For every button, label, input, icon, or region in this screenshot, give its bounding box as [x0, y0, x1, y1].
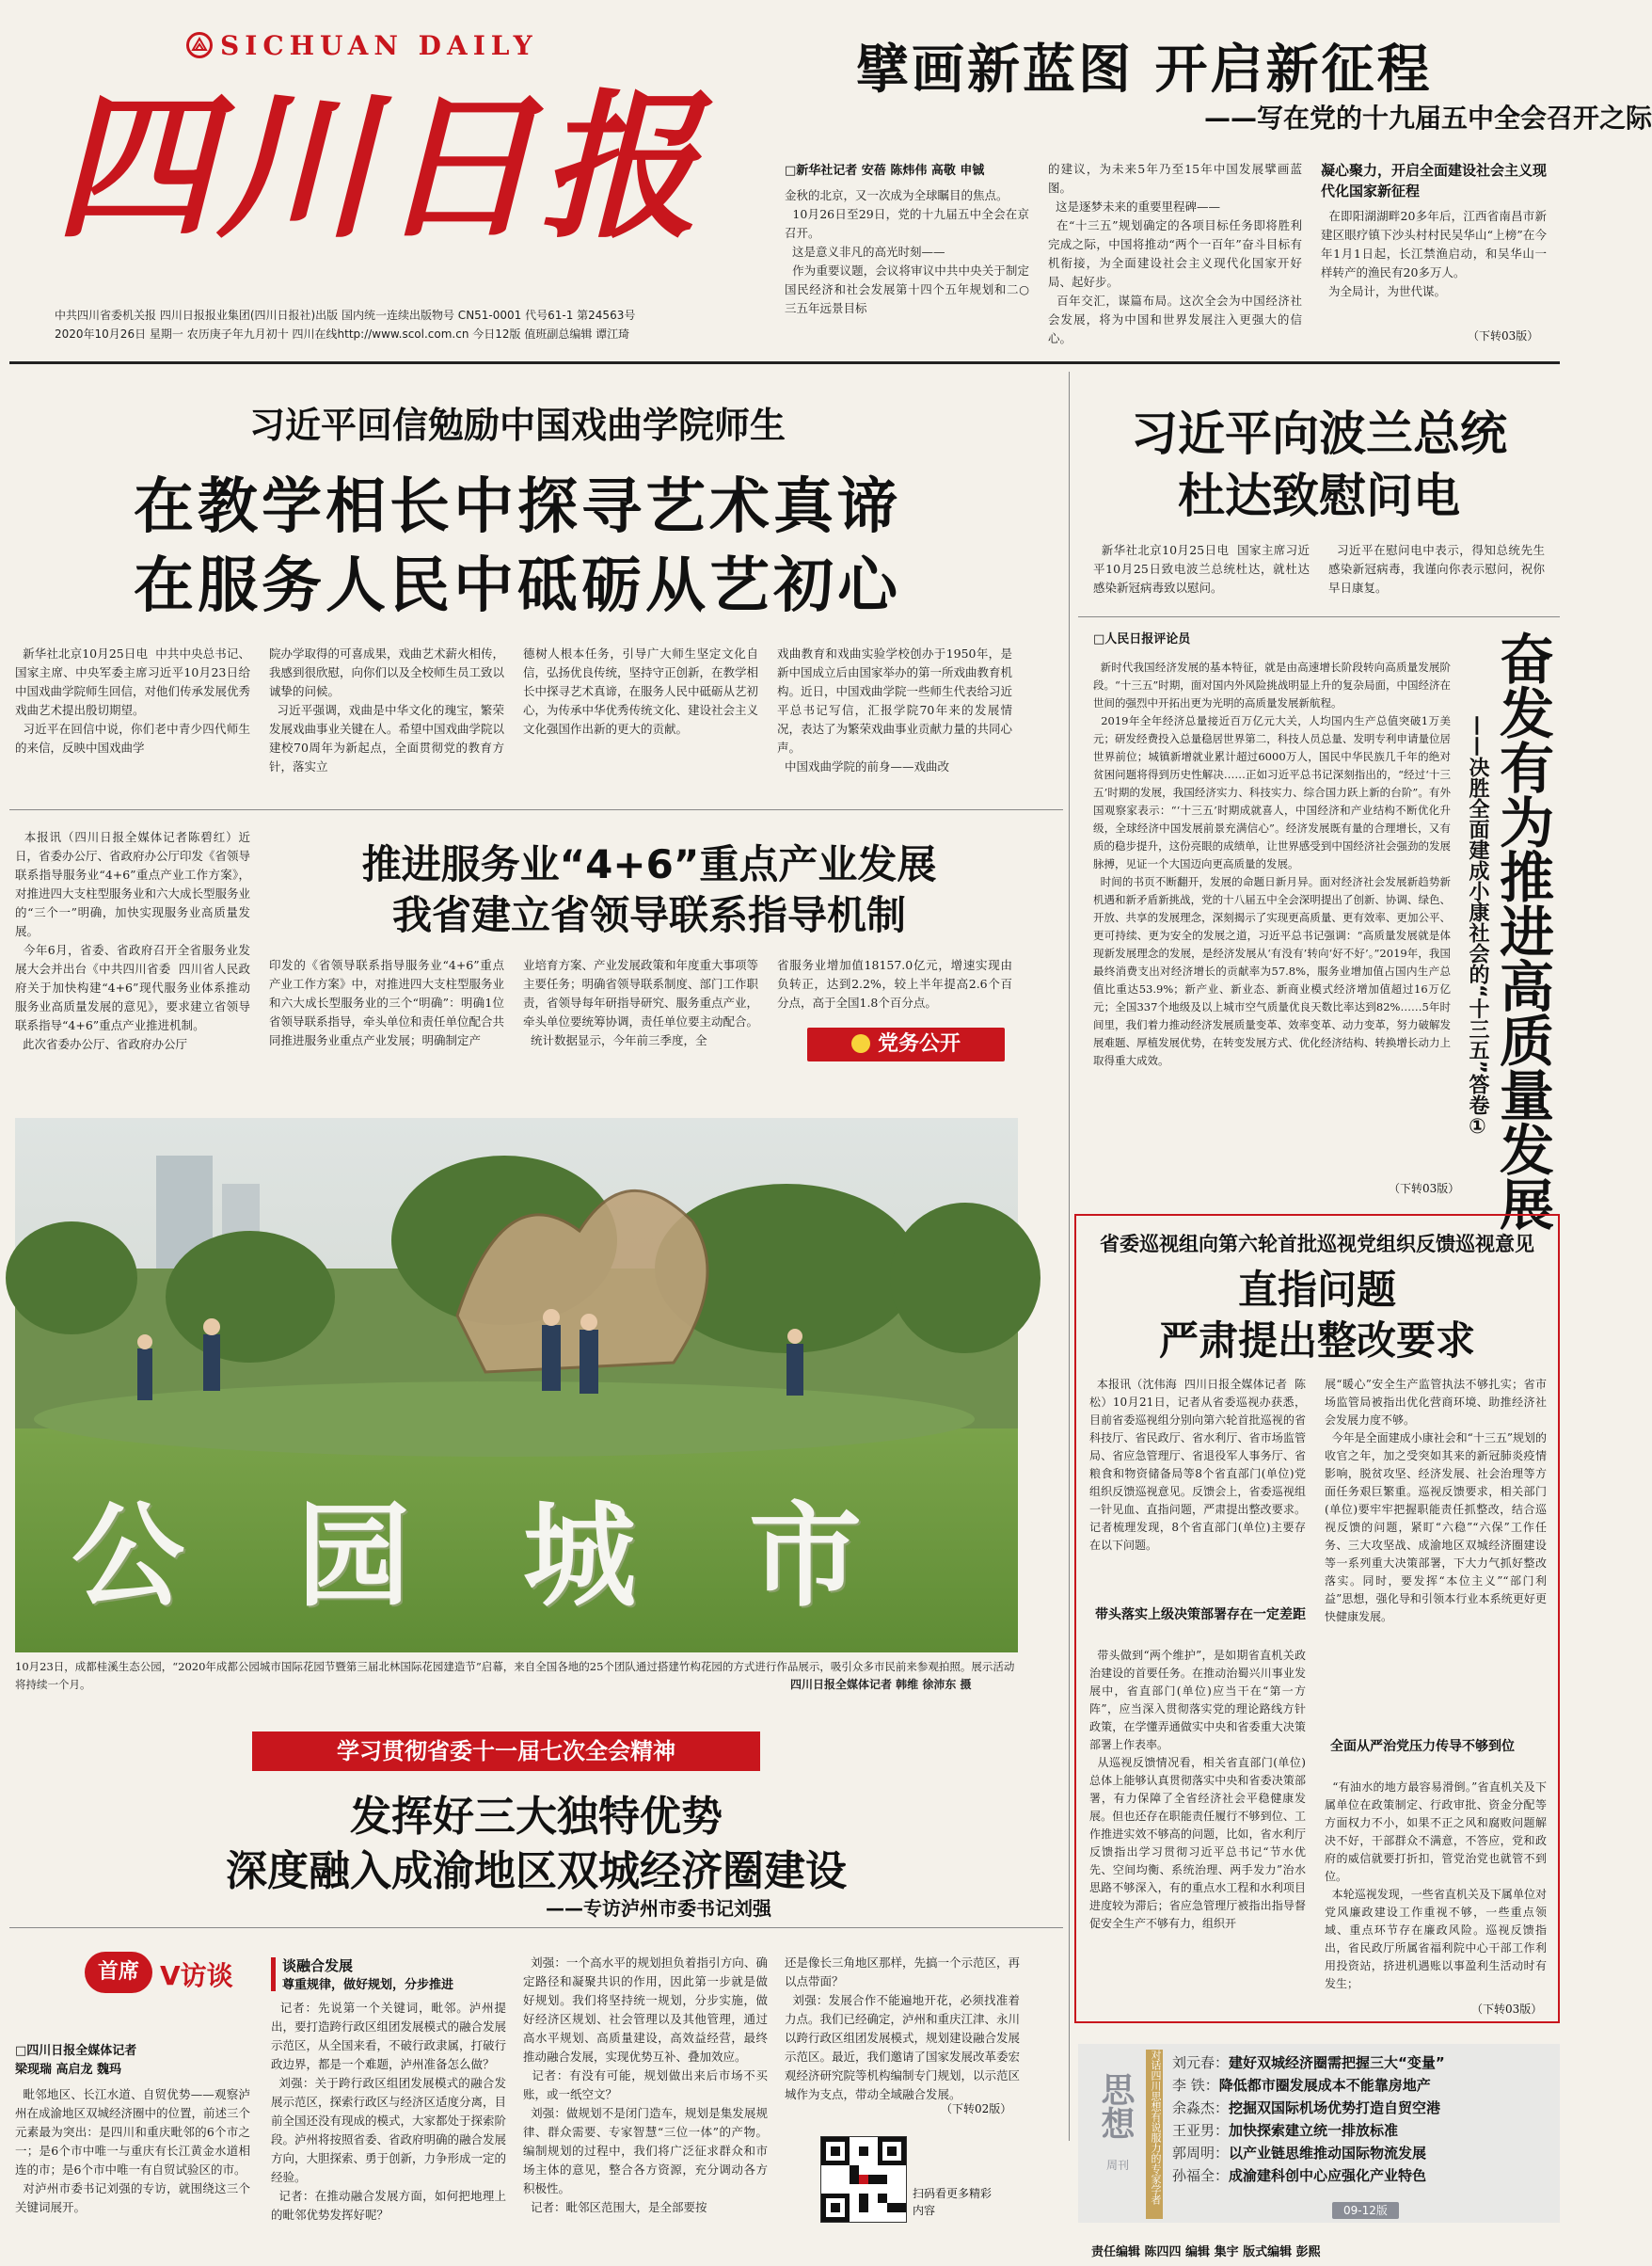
commentary-title: 奋发有为推进高质量发展: [1490, 630, 1554, 1231]
xi-opera-col2: 院办学取得的可喜成果，戏曲艺术薪火相传，我感到很欣慰，向你们以及全校师生员工致以诚挚的问候。 习近平强调，戏曲是中华文化的瑰宝，繁荣发展戏曲事业关键在人。希望中国戏曲学院以建校70周年为新起点，全面贯彻党的教育方针，落实立: [269, 646, 505, 774]
masthead: [9, 9, 706, 339]
thinking-list: [1172, 2051, 1549, 2187]
xi-opera-col3: 德树人根本任务，引导广大师生坚定文化自信，弘扬优良传统，坚持守正创新，在教学相长中探寻艺术真谛，在服务人民中砥砺从艺初心，为传承中华优秀传统文化、建设社会主义文化强国作出新的更大的贡献。: [523, 646, 759, 736]
commentary-continued: （下转03版）: [1389, 1182, 1460, 1195]
xi-opera-title-1: 在教学相长中探寻艺术真谛: [134, 472, 901, 542]
thinking-sublabel: 周刊: [1106, 2159, 1130, 2172]
service-title-2: 我省建立省领导联系指导机制: [391, 892, 906, 938]
lead-article: [771, 19, 1652, 348]
thinking-box: [1078, 2044, 1560, 2223]
xi-opera-article: [9, 372, 1063, 805]
inspection-article: [1074, 1214, 1560, 2023]
party-emblem-icon: [851, 1034, 870, 1053]
study-lead-col: 毗邻地区、长江水道、自贸优势——观察泸州在成渝地区双城经济圈中的位置，前述三个元素最为突出：是四川和重庆毗邻的6个市之一；是6个市中唯一与重庆有长江黄金水道相连的市；是6个市中唯一有自贸试验区的市。 对泸州市委书记刘强的专访，就围绕这三个关键词展开。: [15, 2087, 251, 2214]
thinking-item[interactable]: [1172, 2097, 1549, 2119]
lead-col3: 在即阳湖湖畔20多年后，江西省南昌市新建区眼疗镇下沙头村村民吴华山“上榜”在今年1月1日起，长江禁渔启动，和吴华山一样转产的渔民有20多万人。 为全局计，为世代谋。: [1321, 209, 1547, 298]
lead-title: 擘画新蓝图 开启新征程: [856, 40, 1433, 101]
xi-poland-col1: 新华社北京10月25日电 国家主席习近平10月25日致电波兰总统杜达，就杜达感染新冠病毒致以慰问。: [1093, 543, 1310, 595]
inspection-kicker: 省委巡视组向第六轮首批巡视党组织反馈巡视意见: [1100, 1233, 1534, 1255]
study-byline-names: 梁现瑞 高启龙 魏玛: [15, 2063, 122, 2077]
service-col1: 本报讯（四川日报全媒体记者陈碧红）近日，省委办公厅、省政府办公厅印发《省领导联系指导服务业“4+6”重点产业工作方案》，对推进四大支柱型服务业和六大成长型服务业的“三个一”明确，加快实现服务业高质量发展。 今年6月，省委、省政府召开全省服务业发展大会并出台《中共四川省委 四川省人民政府关于加快构建“4+6”现代服务业体系推动服务业高质量发展的意见》，要求建立省领导联系指导“4+6”重点产业推进机制。 此次省委办公厅、省政府办公厅: [15, 830, 251, 1051]
v-interview-logo-a: 首席: [85, 1952, 152, 1993]
v-interview-logo: [85, 1952, 254, 1993]
lead-continued: （下转03版）: [1468, 329, 1539, 343]
park-photo: [15, 1118, 1018, 1652]
study-title-2: 深度融入成渝地区双城经济圈建设: [226, 1847, 847, 1895]
thinking-item-name: 余淼杰：: [1172, 2099, 1230, 2116]
inspection-col1-sub: 带头落实上级决策部署存在一定差距: [1095, 1607, 1306, 1622]
service-top-rule: [9, 809, 1063, 810]
thinking-item-text: 降低都市圈发展成本不能靠房地产: [1218, 2077, 1431, 2094]
study-col-a-sub: 尊重规律，做好规划，分步推进: [282, 1978, 454, 1992]
thinking-item-name: 孙福全：: [1172, 2167, 1230, 2184]
thinking-item-name: 刘元春：: [1172, 2054, 1230, 2071]
footer-credits: 责任编辑 陈四四 编辑 集宇 版式编辑 彭熙: [1091, 2245, 1321, 2259]
study-col-b: 刘强：一个高水平的规划担负着指引方向、确定路径和凝聚共识的作用，因此第一步就是做好规划。我们将坚持统一规划，分步实施，做好经济区规划、社会管理以及其他管理，通过高水平规划、高质量建设，高效益经营，最终推动融合发展，实现优势互补、叠加效应。 记者：有没有可能，规划做出来后市场不买账，或一纸空文？ 刘强：做规划不是闭门造车，规划是集发展规律、群众需要、专家智慧“三位一体”的产物。编制规划的过程中，我们将广泛征求群众和市场主体的意见，整合各方资源，充分调动各方积极性。 记者：毗邻区范围大，是全部要按: [523, 1955, 768, 2214]
service-col4: 省服务业增加值18157.0亿元，增速实现由负转正，达到2.2%，较上半年提高2.6个百分点，高于全国1.8个百分点。: [777, 958, 1012, 1010]
photo-credit: 四川日报全媒体记者 韩维 徐沛东 摄: [790, 1678, 972, 1691]
service-col3: 业培育方案、产业发展政策和年度重大事项等主要任务；明确省领导联系制度、部门工作职责，省领导每年研指导研究、服务重点产业，牵头单位要统筹协调，责任单位要主动配合。 统计数据显示，今年前三季度，全: [523, 958, 759, 1047]
vertical-divider: [1069, 372, 1070, 2141]
inspection-col2: 展“暖心”安全生产监管执法不够扎实；省市场监管局被指出优化营商环境、助推经济社会发展力度不够。 今年是全面建成小康社会和“十三五”规划的收官之年，加之受突如其来的新冠肺炎疫情影响，脱贫攻坚、经济发展、社会治理等方面任务艰巨繁重。巡视反馈要求，相关部门(单位)要牢牢把握职能责任抓整改，结合巡视反馈的问题，紧盯“六稳”“六保”工作任务、三大攻坚战、成渝地区双城经济圈建设等一系列重大决策部署，下大力气抓好整改落实。同时，要发挥“本位主义”“部门利益”思想，强化导和引领本行业本系统更好更快健康发展。: [1325, 1378, 1547, 1623]
thinking-item[interactable]: [1172, 2142, 1549, 2164]
thinking-item-name: 郭周明：: [1172, 2145, 1230, 2162]
thinking-item-name: 李 铁：: [1172, 2077, 1219, 2094]
qr-code-icon: [821, 2137, 906, 2222]
photo-caption: 10月23日，成都桂溪生态公园，“2020年成都公园城市国际花园节暨第三届北林国际花园建造节”启幕，来自全国各地的25个团队通过搭建竹构花园的方式进行作品展示，吸引众多市民前来参观拍照。展示活动将持续一个月。: [15, 1660, 1015, 1691]
study-rule: [9, 1927, 1063, 1928]
inspection-title-2: 严肃提出整改要求: [1158, 1317, 1475, 1364]
inspection-continued: （下转03版）: [1471, 2003, 1543, 2016]
service-article: [9, 809, 1063, 1110]
thinking-label: 思想: [1096, 2072, 1135, 2140]
xi-poland-col2: 习近平在慰问电中表示，得知总统先生感染新冠病毒，我谨向你表示慰问，祝你早日康复。: [1328, 543, 1545, 595]
study-banner: 学习贯彻省委十一届七次全会精神: [252, 1731, 760, 1771]
thinking-item[interactable]: [1172, 2119, 1549, 2142]
inspection-col2-b: “有油水的地方最容易滑倒。”省直机关及下属单位在政策制定、行政审批、资金分配等方面权力不小，如果不正之风和腐败问题解决不好，干部群众不满意，不答应，党和政府的威信就要打折扣，管党治党也就管不到位。 本轮巡视发现，一些省直机关及下属单位对党风廉政建设工作重视不够，一些重点领域、重点环节存在廉政风险。巡视反馈指出，省民政厅所属省福利院中心干部工作利用投资站，挤进机遇账以事盈利生活动时有发生；: [1325, 1780, 1547, 1990]
thinking-side-text: 对话四川思想有说服力的专家学者: [1146, 2050, 1163, 2219]
inspection-col1-b: 带头做到“两个维护”，是如期省直机关政治建设的首要任务。在推动治蜀兴川事业发展中，省直部门(单位)应当干在“第一方阵”，应当深入贯彻落实党的理论路线方针政策，在学懂弄通做实中央和省委重大决策部署上作表率。 从巡视反馈情况看，相关省直部门(单位)总体上能够认真贯彻落实中央和省委决策部署，有力保障了全省经济社会平稳健康发展。但也还存在职能责任履行不够到位、工作推进实效不够高的问题，比如，省水利厅反馈指出学习贯彻习近平总书记“节水优先、空间均衡、系统治理、两手发力”治水思路不够深入，有的重点水工程和水利项目进度较为滞后；省应急管理厅被指出指导督促安全生产不够有力，组织开: [1089, 1649, 1306, 1930]
service-badge: [807, 1028, 1005, 1061]
top-divider: [9, 361, 1560, 364]
lead-col3-title: 凝心聚力，开启全面建设社会主义现代化国家新征程: [1321, 162, 1548, 199]
lead-col2: 的建议，为未来5年乃至15年中国发展擘画蓝图。 这是逐梦未来的重要里程碑—— 在“十三五”规划确定的各项目标任务即将胜利完成之际，中国将推动“两个一百年”奋斗目标有机衔接，为全面建设社会主义现代化国家开好局、起好步。 百年交汇，谋篇布局。这次全会为中国经济社会发展，将为中国和世界发展注入更强大的信心。: [1048, 162, 1302, 345]
qr-label: 扫码看更多精彩内容: [913, 2187, 993, 2217]
thinking-item-text: 挖掘双国际机场优势打造自贸空港: [1229, 2099, 1441, 2116]
thinking-item[interactable]: [1172, 2051, 1549, 2074]
study-col-a: 记者：先说第一个关键词，毗邻。泸州提出，要打造跨行政区组团发展模式的融合发展示范区，从全国来看，不破行政隶属，打破行政边界，都是一个难题，泸州准备怎么做？ 刘强：关于跨行政区组团发展模式的融合发展示范区，探索行政区与经济区适度分离，目前全国还没有现成的模式，大家都处于探索阶段。泸州将按照省委、省政府明确的融合发展方向，大胆探索、勇于创新，力争形成一定的经验。 记者：在推动融合发展方面，如何把地理上的毗邻优势发挥好呢？: [271, 2001, 507, 2222]
study-col-c-continued: （下转02版）: [941, 2102, 1012, 2115]
thinking-item-text: 建好双城经济圈需把握三大“变量”: [1229, 2054, 1445, 2071]
poland-divider: [1078, 616, 1560, 617]
study-col-c: 还是像长三角地区那样，先搞一个示范区，再以点带面？ 刘强：发展合作不能遍地开花，必须找准着力点。我们已经确定，泸州和重庆江津、永川以跨行政区组团发展模式，规划建设融合发展示范区。最近，我们邀请了国家发展改革委宏观经济研究院等机构编制专门规划，以示范区城作为支点，带动全域融合发展。: [785, 1955, 1021, 2101]
lead-col1: 金秋的北京，又一次成为全球瞩目的焦点。 10月26日至29日，党的十九届五中全会在京召开。 这是意义非凡的高光时刻—— 作为重要议题，会议将审议中共中央关于制定国民经济和社会发展第十四个五年规划和二○三五年远景目标: [785, 188, 1030, 315]
thinking-item-text: 以产业链思维推动国际物流发展: [1229, 2145, 1427, 2162]
xi-opera-kicker: 习近平回信勉励中国戏曲学院师生: [248, 405, 786, 446]
service-col2: 印发的《省领导联系指导服务业“4+6”重点产业工作方案》中，对推进四大支柱型服务业和六大成长型服务业的三个“明确”：明确1位省领导联系指导，牵头单位和责任单位配合共同推进服务业重点产业发展；明确制定产: [269, 958, 505, 1047]
service-title-1: 推进服务业“4+6”重点产业发展: [361, 841, 937, 887]
commentary-subtitle: ——决胜全面建成小康社会的“十三五”答卷①: [1466, 715, 1489, 1139]
v-interview-logo-b: V访谈: [160, 1960, 233, 1991]
service-badge-label: 党务公开: [877, 1032, 961, 1056]
lead-subtitle: ——写在党的十九届五中全会召开之际: [1204, 103, 1652, 134]
inspection-title-1: 直指问题: [1237, 1267, 1396, 1313]
inspection-col2-sub: 全面从严治党压力传导不够到位: [1330, 1739, 1515, 1754]
masthead-info-line2: 2020年10月26日 星期一 农历庚子年九月初十 四川在线http://www.scol.com.cn 今日12版 值班副总编辑 谭江琦: [55, 327, 630, 341]
study-col-a-marker: [271, 1957, 276, 1991]
xi-poland-title-2: 杜达致慰问电: [1178, 469, 1460, 523]
inspection-col1: 本报讯（沈伟海 四川日报全媒体记者 陈松）10月21日，记者从省委巡视办获悉，目前省委巡视组分别向第六轮首批巡视的省科技厅、省民政厅、省水利厅、省市场监管局、省应急管理厅、省退役军人事务厅、省粮食和物资储备局等8个省直部门(单位)党组织反馈巡视意见。反馈会上，省委巡视组一针见血、直指问题，严肃提出整改要求。记者梳理发现，8个省直部门(单位)主要存在以下问题。: [1089, 1378, 1306, 1552]
commentary-byline: □人民日报评论员: [1093, 632, 1191, 646]
qr-code[interactable]: [820, 2136, 907, 2223]
thinking-item-name: 王亚男：: [1172, 2122, 1230, 2139]
masthead-emblem-icon: [186, 32, 213, 58]
thinking-pages: 09-12版: [1332, 2202, 1399, 2219]
commentary-article: [1078, 621, 1560, 1231]
thinking-item-text: 成渝建科创中心应强化产业特色: [1229, 2167, 1427, 2184]
xi-poland-title-1: 习近平向波兰总统: [1131, 407, 1507, 461]
masthead-info-line1: 中共四川省委机关报 四川日报报业集团(四川日报社)出版 国内统一连续出版物号 CN51-0001 代号61-1 第24563号: [55, 309, 636, 322]
thinking-item-text: 加快探索建立统一排放标准: [1229, 2122, 1399, 2139]
thinking-item[interactable]: [1172, 2164, 1549, 2187]
park-sign-text: 公园城市: [71, 1490, 975, 1622]
lead-byline: □新华社记者 安蓓 陈炜伟 高敬 申铖: [785, 164, 985, 178]
masthead-english-name: SICHUAN DAILY: [220, 30, 538, 61]
xi-opera-title-2: 在服务人民中砥砺从艺初心: [134, 551, 901, 621]
study-title-1: 发挥好三大独特优势: [350, 1793, 723, 1841]
xi-poland-article: [1078, 372, 1560, 616]
masthead-chinese-name: 四川日报: [55, 73, 702, 260]
study-col-a-head: 谈融合发展: [282, 1957, 354, 1974]
xi-opera-col4: 戏曲教育和戏曲实验学校创办于1950年，是新中国成立后由国家举办的第一所戏曲教育机构。近日，中国戏曲学院一些师生代表给习近平总书记写信，汇报学院70年来的发展情况，表达了为繁荣戏曲事业贡献力量的共同心声。 中国戏曲学院的前身——戏曲改: [777, 646, 1013, 774]
study-subtitle: ——专访泸州市委书记刘强: [546, 1897, 771, 1920]
thinking-item[interactable]: [1172, 2074, 1549, 2097]
commentary-body: 新时代我国经济发展的基本特征，就是由高速增长阶段转向高质量发展阶段。“十三五”时期，面对国内外风险挑战明显上升的复杂局面，中国经济在世间的强烈中开拓出更为光明的高质量发展新航程。 2019年全年经济总量接近百万亿元大关，人均国内生产总值突破1万美元；研发经费投入总量稳居世界第二，科技人员总量、发明专利申请量位居世界前位；城镇新增就业累计超过6000万人，国民中华民族几千年的绝对贫困问题将得到历史性解决……正如习近平总书记深刻指出的，“经过‘十三五’时期的发展，我国经济实力、科技实力、综合国力跃上新的台阶”。有外国观察家表示：“‘十三五’时期成就喜人，中国经济和产业结构不断优化升级，全球经济中国发展前景充满信心”。经济发展既有量的合理增长，又有质的稳步提升，这份亮眼的成绩单，让世界感受到中国经济社会强劲的发展脉搏，见证一个大国迈向更高质量的发展。 时间的书页不断翻开，发展的命题日新月异。面对经济社会发展新趋势新机遇和新矛盾新挑战，党的十八届五中全会深明提出了创新、协调、绿色、开放、共享的发展理念，深刻揭示了实现更高质量、更有效率、更加公平、更可持续、更为安全的发展之道，习近平总书记强调：“高质量发展就是体现新发展理念的发展，是经济发展从‘有没有’转向‘好不好’。”2019年，我国最终消费支出对经济增长的贡献率为57.8%，服务业增加值占国内生产总值比重达53.9%；新产业、新业态、新商业模式经济增加值超过16万亿元；全国337个地级及以上城市空气质量优良天数比率达到82%……5年时间里，我们着力推动经济发展质量变革、效率变革、动力变革，努力破解发展难题、厚植发展优势，在转变发展方式、优化经济结构、转换增长动力上取得重大成效。: [1093, 661, 1452, 1067]
study-byline-label: □四川日报全媒体记者: [15, 2044, 137, 2058]
xi-opera-col1: 新华社北京10月25日电 中共中央总书记、国家主席、中央军委主席习近平10月23日给中国戏曲学院师生回信，对他们传承发展优秀戏曲艺术提出殷切期望。 习近平在回信中说，你们老中青少四代师生的来信，反映中国戏曲学: [15, 646, 251, 755]
